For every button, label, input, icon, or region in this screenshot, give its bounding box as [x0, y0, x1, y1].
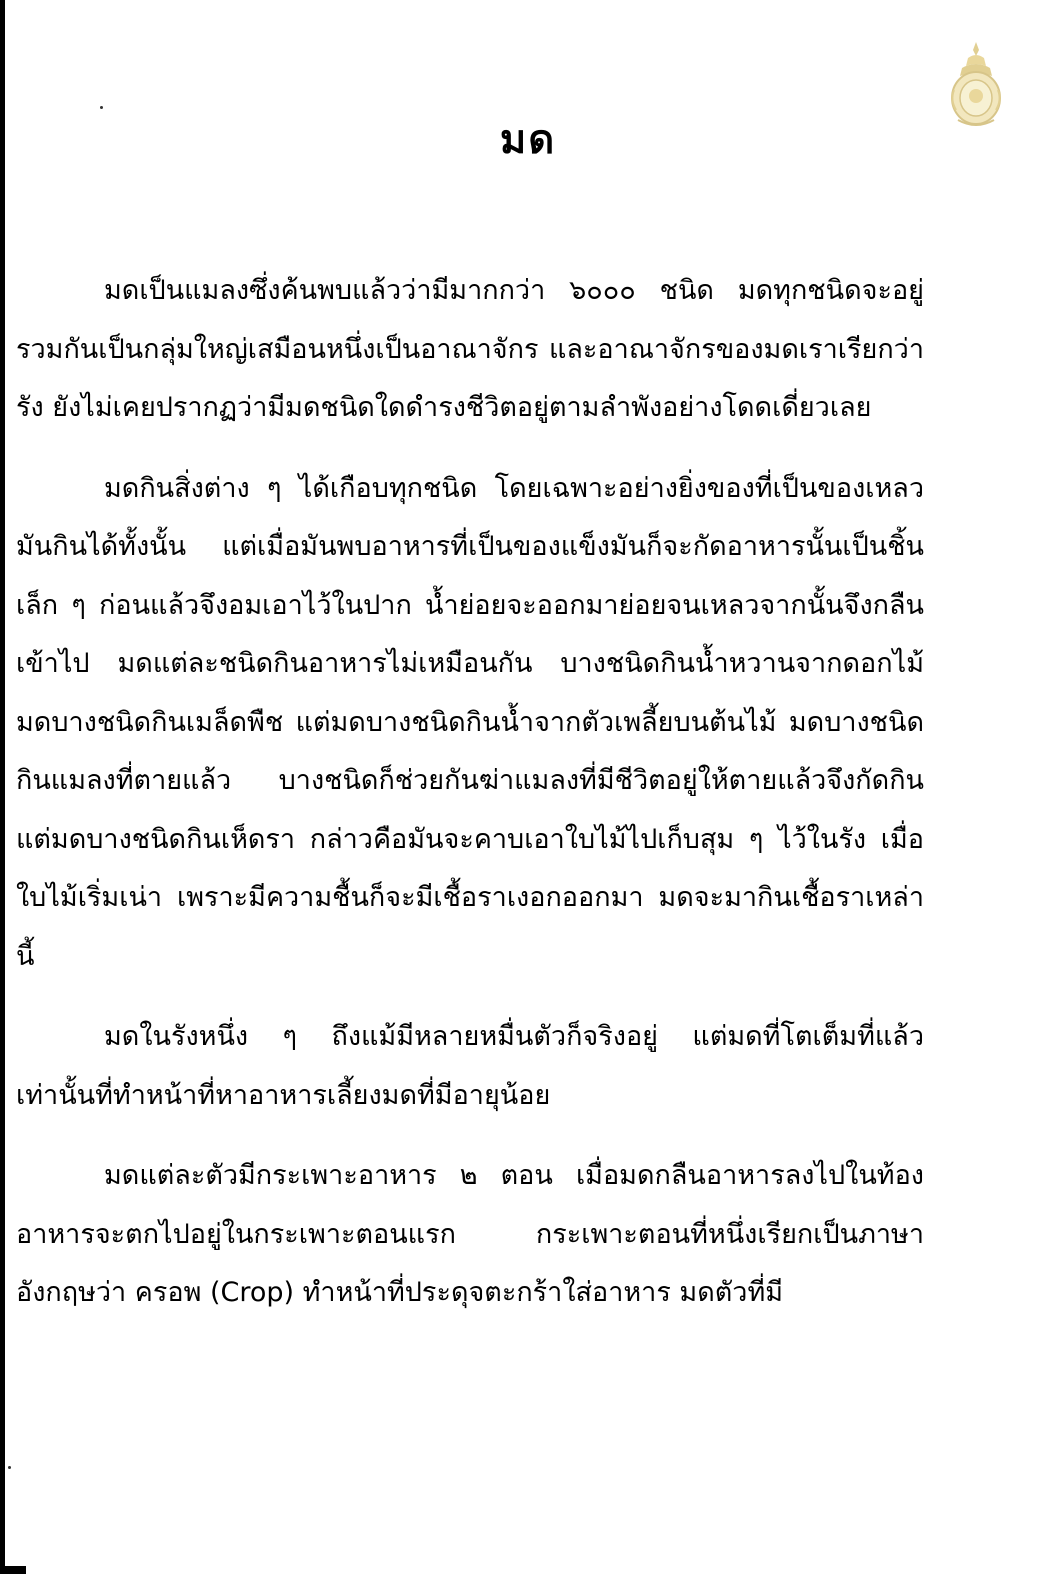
ministry-seal-icon: [948, 40, 1004, 128]
paragraph: มดแต่ละตัวมีกระเพาะอาหาร ๒ ตอน เมื่อมดกลืนอาหารลงไปในท้อง อาหารจะตกไปอยู่ในกระเพาะตอนแรก กระเพาะตอนที่หนึ่งเรียกเป็นภาษาอังกฤษว่า ครอพ (Crop) ทำหน้าที่ประดุจตะกร้าใส่อาหาร มดตัวที่มี: [16, 1160, 924, 1308]
document-body: [16, 262, 924, 1323]
page-title: มด: [499, 117, 557, 163]
scan-left-border: [0, 0, 5, 1574]
scan-bottom-corner: [0, 1566, 26, 1574]
scan-speck: [8, 1466, 11, 1469]
scan-speck: [100, 106, 103, 109]
paragraph: มดกินสิ่งต่าง ๆ ได้เกือบทุกชนิด โดยเฉพาะอย่างยิ่งของที่เป็นของเหลว มันกินได้ทั้งนั้น แต่เมื่อมันพบอาหารที่เป็นของแข็งมันก็จะกัดอาหารนั้นเป็นชิ้นเล็ก ๆ ก่อนแล้วจึงอมเอาไว้ในปาก น้ำย่อยจะออกมาย่อยจนเหลวจากนั้นจึงกลืนเข้าไป มดแต่ละชนิดกินอาหารไม่เหมือนกัน บางชนิดกินน้ำหวานจากดอกไม้ มดบางชนิดกินเมล็ดพืช แต่มดบางชนิดกินน้ำจากตัวเพลี้ยบนต้นไม้ มดบางชนิดกินแมลงที่ตายแล้ว บางชนิดก็ช่วยกันฆ่าแมลงที่มีชีวิตอยู่ให้ตายแล้วจึงกัดกิน แต่มดบางชนิดกินเห็ดรา กล่าวคือมันจะคาบเอาใบไม้ไปเก็บสุม ๆ ไว้ในรัง เมื่อใบไม้เริ่มเน่า เพราะมีความชื้นก็จะมีเชื้อราเงอกออกมา มดจะมากินเชื้อราเหล่านี้: [16, 472, 924, 972]
paragraph: มดเป็นแมลงซึ่งค้นพบแล้วว่ามีมากกว่า ๖๐๐๐ ชนิด มดทุกชนิดจะอยู่รวมกันเป็นกลุ่มใหญ่เสมือนหนึ่งเป็นอาณาจักร และอาณาจักรของมดเราเรียกว่ารัง ยังไม่เคยปรากฏว่ามีมดชนิดใดดำรงชีวิตอยู่ตามลำพังอย่างโดดเดี่ยวเลย: [16, 275, 924, 423]
paragraph: มดในรังหนึ่ง ๆ ถึงแม้มีหลายหมื่นตัวก็จริงอยู่ แต่มดที่โตเต็มที่แล้วเท่านั้นที่ทำหน้าที่หาอาหารเลี้ยงมดที่มีอายุน้อย: [16, 1021, 924, 1111]
